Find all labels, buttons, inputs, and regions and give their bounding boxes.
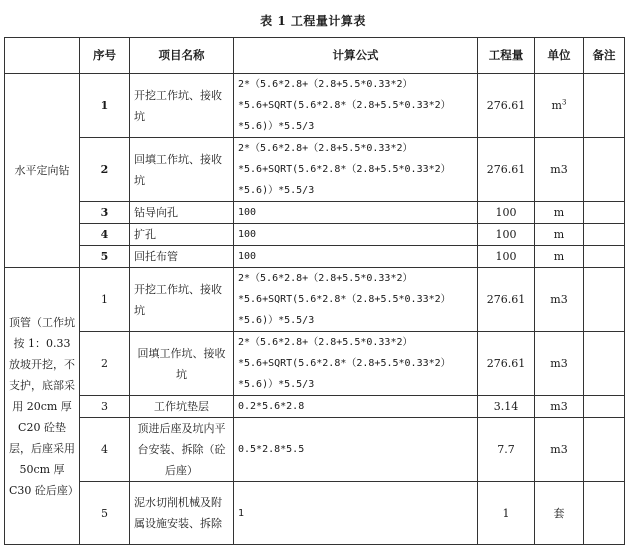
remark-cell [584,246,625,268]
remark-cell [584,74,625,138]
item-name: 开挖工作坑、接收坑 [130,268,234,332]
remark-cell [584,268,625,332]
item-name: 扩孔 [130,224,234,246]
quantity-cell: 100 [478,224,535,246]
formula-line: *5.6+SQRT(5.6*2.8*（2.8+5.5*0.33*2） [238,294,451,305]
formula-cell: 0.2*5.6*2.8 [234,396,478,418]
quantity-cell: 100 [478,202,535,224]
row-number: 2 [80,332,130,396]
header-no: 序号 [80,38,130,74]
item-name: 钻导向孔 [130,202,234,224]
item-name: 回填工作坑、接收坑 [130,138,234,202]
unit-cell: m3 [535,396,584,418]
row-number: 5 [80,246,130,268]
item-name: 回托布管 [130,246,234,268]
unit-cell: m [535,202,584,224]
unit-cell: m [535,224,584,246]
formula-cell: 100 [234,224,478,246]
quantity-cell: 276.61 [478,138,535,202]
header-remark: 备注 [584,38,625,74]
item-name: 顶进后座及坑内平台安装、拆除（砼后座） [130,418,234,482]
row-number: 4 [80,418,130,482]
quantity-cell: 100 [478,246,535,268]
quantity-table [4,37,625,545]
unit-superscript: 3 [561,98,567,107]
row-number: 1 [80,74,130,138]
category-cell: 顶管（工作坑按 1：0.33 放坡开挖，不支护，底部采用 20cm 厚 C20 砼垫层，后座采用 50cm 厚 C30 砼后座） [5,268,80,545]
formula-line: 2*（5.6*2.8+（2.8+5.5*0.33*2） [238,143,413,154]
unit-cell: m3 [535,268,584,332]
formula-line: *5.6)）*5.5/3 [238,379,315,390]
row-number: 5 [80,482,130,545]
formula-line: 2*（5.6*2.8+（2.8+5.5*0.33*2） [238,79,413,90]
remark-cell [584,332,625,396]
formula-cell: 100 [234,246,478,268]
item-name: 泥水切削机械及附属设施安装、拆除 [130,482,234,545]
remark-cell [584,202,625,224]
table-row [5,224,625,246]
table-row [5,332,625,396]
header-unit: 单位 [535,38,584,74]
unit-cell: m3 [535,418,584,482]
table-row [5,202,625,224]
header-formula: 计算公式 [234,38,478,74]
formula-cell [234,332,478,396]
formula-line: *5.6)）*5.5/3 [238,315,315,326]
unit-cell: m3 [535,138,584,202]
unit-cell: m [535,246,584,268]
table-row [5,246,625,268]
header-item-name: 项目名称 [130,38,234,74]
unit-cell: m3 [535,332,584,396]
formula-cell [234,138,478,202]
formula-line: 2*（5.6*2.8+（2.8+5.5*0.33*2） [238,273,413,284]
row-number: 2 [80,138,130,202]
remark-cell [584,396,625,418]
item-name: 工作坑垫层 [130,396,234,418]
unit-cell [535,74,584,138]
remark-cell [584,138,625,202]
table-row [5,396,625,418]
formula-line: *5.6)）*5.5/3 [238,121,315,132]
quantity-cell: 276.61 [478,268,535,332]
formula-line: *5.6)）*5.5/3 [238,185,315,196]
row-number: 3 [80,396,130,418]
unit-text: m [551,99,562,112]
table-row [5,138,625,202]
quantity-cell: 3.14 [478,396,535,418]
row-number: 4 [80,224,130,246]
formula-cell [234,74,478,138]
unit-cell: 套 [535,482,584,545]
header-category [5,38,80,74]
remark-cell [584,482,625,545]
remark-cell [584,224,625,246]
formula-line: *5.6+SQRT(5.6*2.8*（2.8+5.5*0.33*2） [238,358,451,369]
remark-cell [584,418,625,482]
formula-line: 2*（5.6*2.8+（2.8+5.5*0.33*2） [238,337,413,348]
quantity-cell: 276.61 [478,74,535,138]
table-header-row [5,38,625,74]
quantity-cell: 276.61 [478,332,535,396]
formula-line: *5.6+SQRT(5.6*2.8*（2.8+5.5*0.33*2） [238,164,451,175]
table-row [5,74,625,138]
quantity-cell: 7.7 [478,418,535,482]
formula-cell [234,268,478,332]
formula-line: *5.6+SQRT(5.6*2.8*（2.8+5.5*0.33*2） [238,100,451,111]
item-name: 开挖工作坑、接收坑 [130,74,234,138]
formula-cell: 100 [234,202,478,224]
category-cell: 水平定向钻 [5,74,80,268]
quantity-cell: 1 [478,482,535,545]
table-row [5,268,625,332]
table-row [5,418,625,482]
row-number: 3 [80,202,130,224]
header-quantity: 工程量 [478,38,535,74]
table-caption: 表 1 工程量计算表 [260,14,366,28]
formula-cell: 1 [234,482,478,545]
formula-cell: 0.5*2.8*5.5 [234,418,478,482]
table-row [5,482,625,545]
item-name: 回填工作坑、接收坑 [130,332,234,396]
row-number: 1 [80,268,130,332]
